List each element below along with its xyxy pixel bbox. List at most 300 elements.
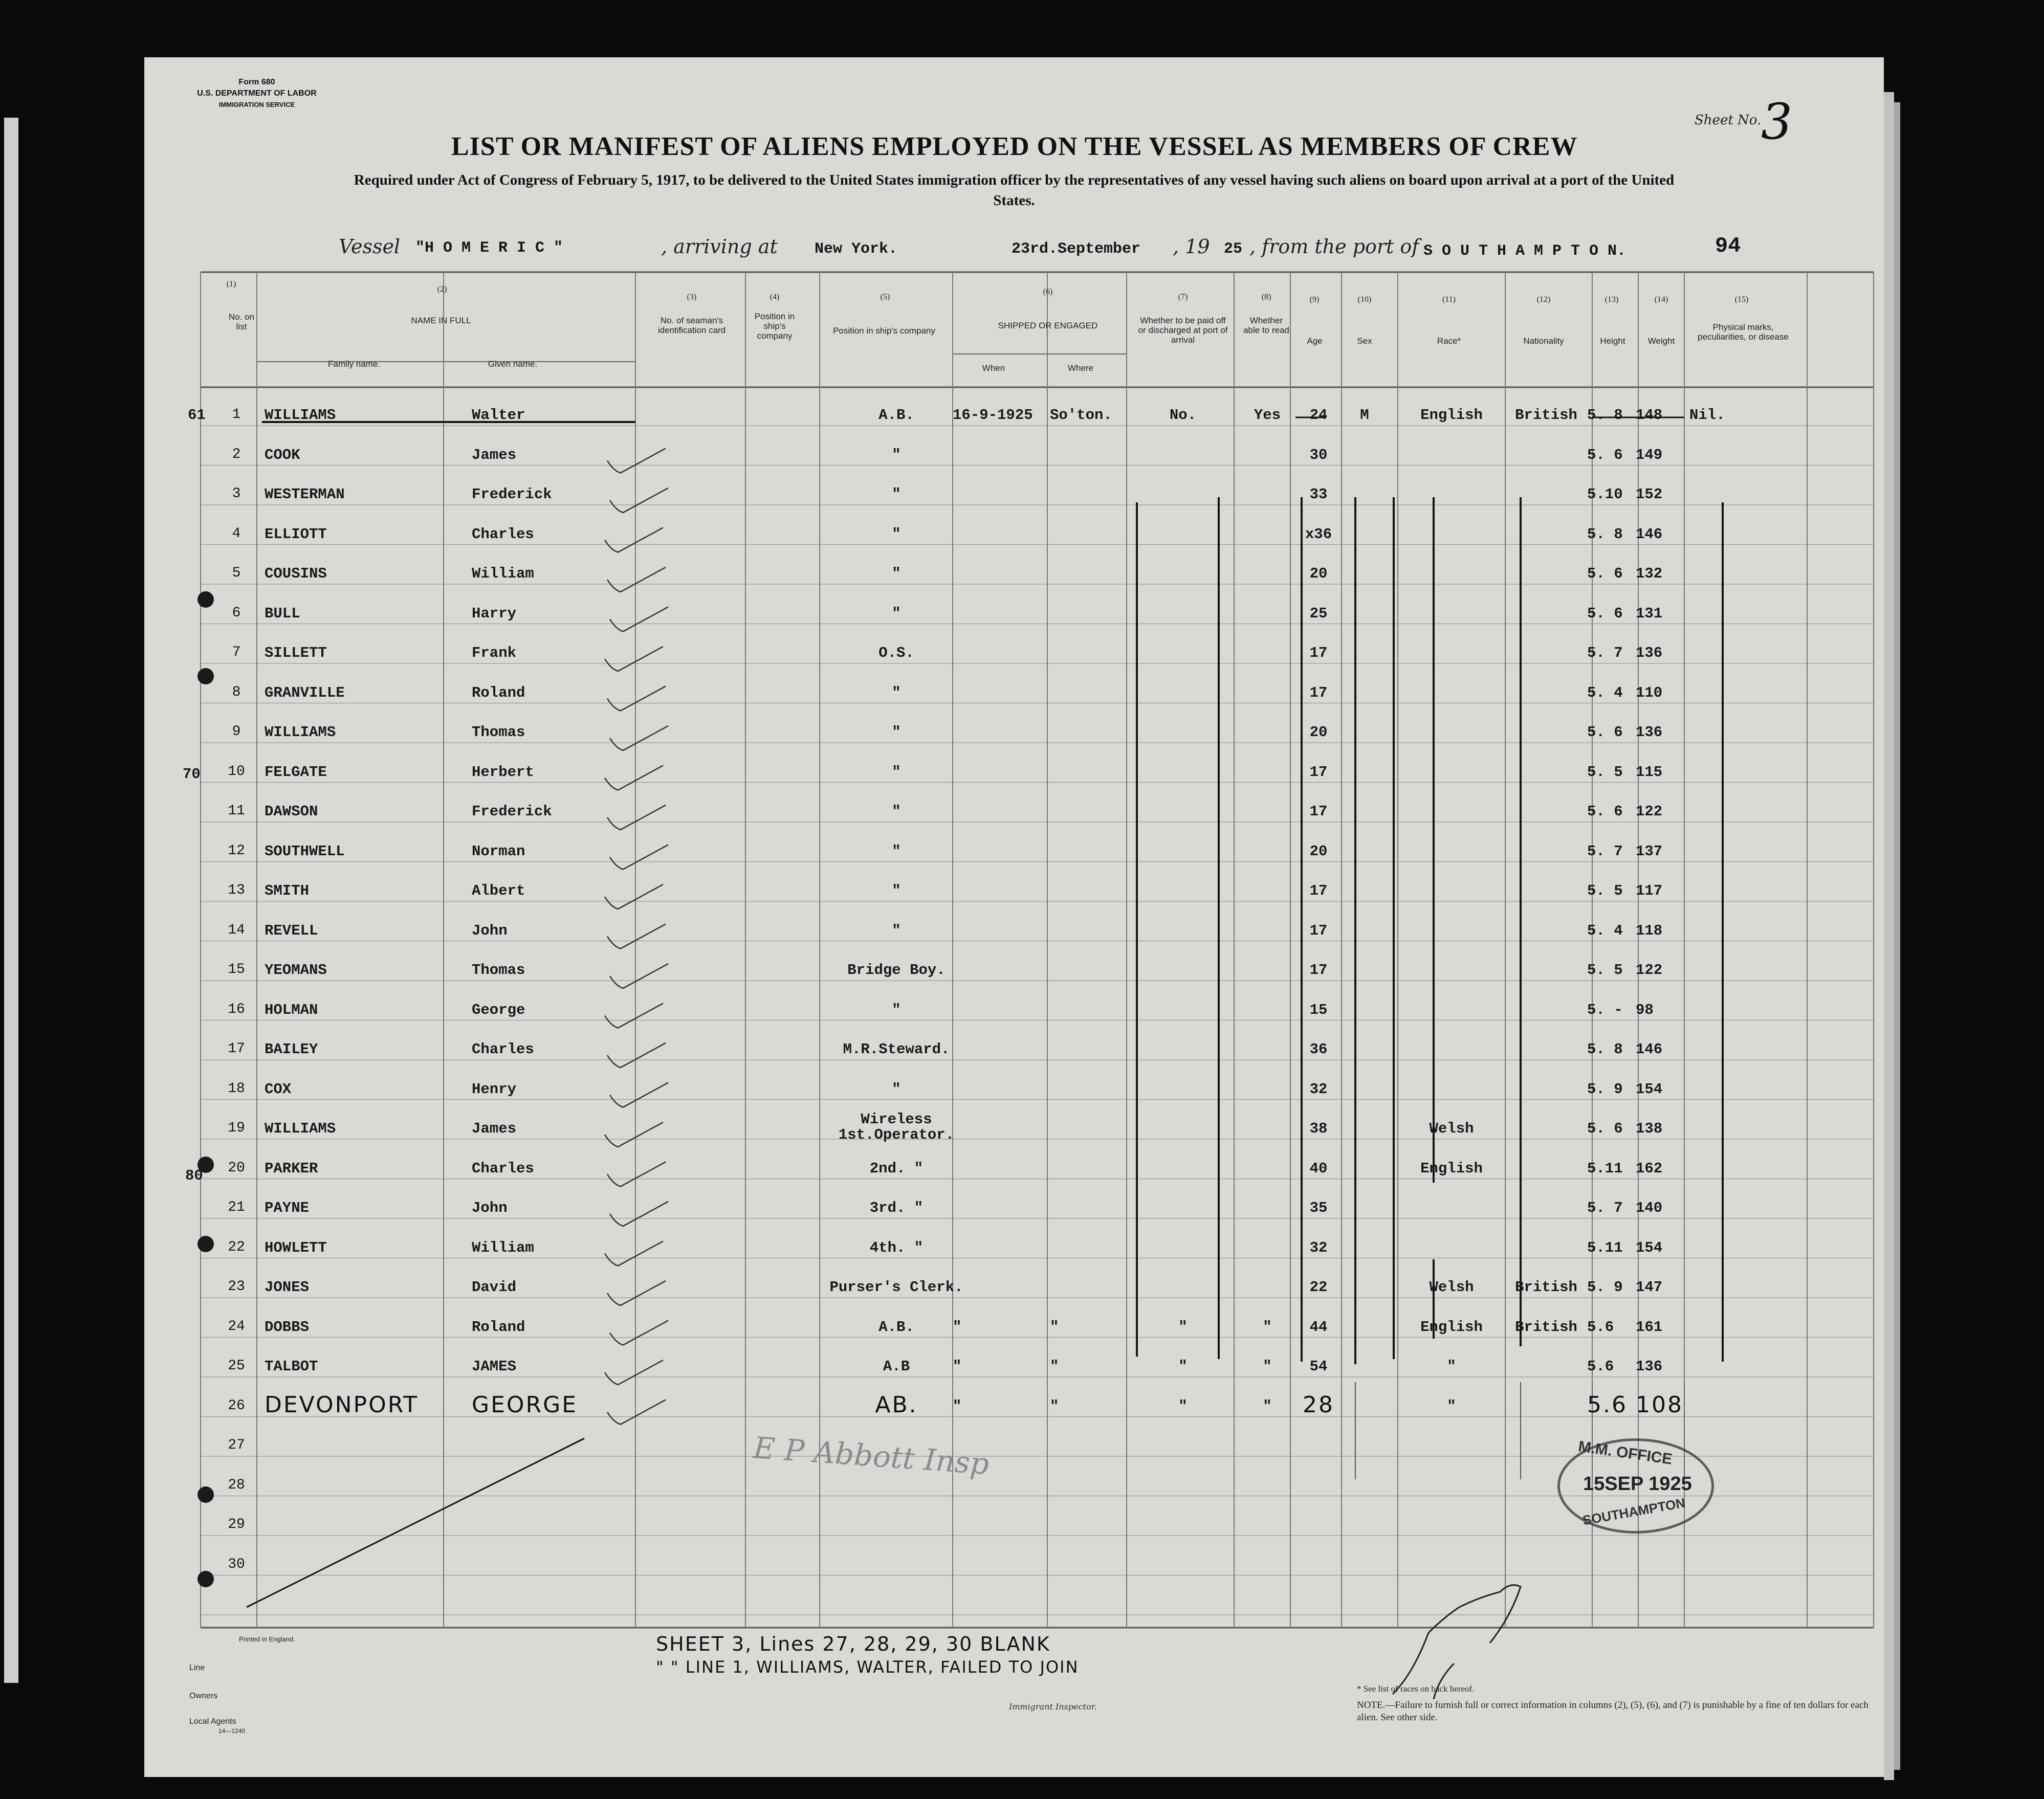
row-age: x36 [1305, 525, 1332, 543]
annotation-failed-to-join: " " LINE 1, WILLIAMS, WALTER, FAILED TO JOIN [656, 1657, 1079, 1677]
row-family: JONES [265, 1279, 310, 1296]
col-hdr-family: Family name. [327, 359, 381, 369]
row-family: ELLIOTT [265, 525, 327, 543]
row-weight: 136 [1636, 645, 1663, 661]
row-family: SILLETT [265, 645, 327, 661]
row-height: 5. 6 [1587, 1120, 1623, 1137]
row-height: 5. 7 [1587, 645, 1623, 661]
checkmark [605, 1122, 663, 1147]
row-nationality: British [1515, 1279, 1577, 1296]
form-block [190, 77, 323, 110]
stamp-date: 15SEP 1925 [1583, 1473, 1692, 1495]
checkmark [610, 1083, 668, 1107]
row-when: " [953, 1397, 962, 1415]
row-no: 20 [228, 1160, 245, 1176]
row-when: " [953, 1358, 962, 1375]
row-family: COUSINS [265, 565, 327, 582]
checkmark [607, 686, 666, 711]
row-position: " [892, 724, 901, 741]
checkmark [607, 567, 666, 592]
row-age: 30 [1309, 446, 1328, 463]
row-given: JAMES [472, 1358, 517, 1375]
row-race: Welsh [1429, 1279, 1474, 1296]
row-family: BAILEY [265, 1041, 318, 1058]
row-position: A.B. [878, 407, 914, 424]
row-position: " [892, 605, 901, 622]
row-given: George [472, 1001, 525, 1018]
row-position: Wireless [861, 1111, 932, 1128]
manifest-page [144, 57, 1884, 1777]
row-weight: 137 [1636, 842, 1663, 860]
row-age: 38 [1309, 1120, 1328, 1137]
row-no: 27 [228, 1437, 245, 1453]
row-where: " [1050, 1397, 1059, 1415]
row-weight: 148 [1636, 407, 1663, 424]
punch-hole [197, 1486, 214, 1503]
checkmark [610, 1202, 668, 1226]
row-where: So'ton. [1050, 407, 1112, 424]
col-num-10: (10) [1357, 295, 1372, 304]
row-position-line2: 1st.Operator. [838, 1126, 955, 1143]
page-title: LIST OR MANIFEST OF ALIENS EMPLOYED ON THE VESSEL AS MEMBERS OF CREW [451, 132, 1578, 161]
row-family: HOLMAN [265, 1001, 318, 1018]
row-height: 5. 6 [1587, 605, 1623, 622]
row-age: 36 [1309, 1041, 1328, 1058]
col-hdr-position: Position in ship's company [833, 326, 935, 336]
row-when: " [953, 1318, 962, 1336]
row-position: " [892, 684, 901, 701]
stamp-city: SOUTHAMPTON [1581, 1495, 1687, 1528]
row-position: " [892, 763, 901, 781]
checkmark [605, 1360, 663, 1385]
row-height: 5. - [1587, 1001, 1623, 1018]
col-hdr-physical: Physical marks, peculiarities, or disease [1698, 322, 1789, 342]
row-given: Walter [472, 407, 525, 424]
row-family: DEVONPORT [265, 1391, 419, 1418]
signature-scrawl [1393, 1585, 1521, 1699]
row-family: HOWLETT [265, 1239, 327, 1256]
row-weight: 136 [1636, 724, 1663, 741]
row-family: DAWSON [265, 803, 318, 820]
row-given: Thomas [472, 724, 525, 741]
col-num-14: (14) [1654, 295, 1668, 304]
row-no: 13 [228, 882, 245, 898]
col-num-13: (13) [1605, 295, 1619, 304]
col-hdr-shipped: SHIPPED OR ENGAGED [998, 321, 1098, 330]
arriving-port: New York. [815, 240, 898, 258]
row-when: 16-9-1925 [953, 407, 1033, 424]
vessel-label: Vessel [339, 235, 401, 258]
punch-hole [197, 668, 214, 684]
row-family: REVELL [265, 922, 318, 939]
checkmark [605, 766, 663, 790]
sheet-number: 3 [1761, 93, 1793, 150]
row-no: 21 [228, 1200, 245, 1215]
row-age: 20 [1309, 724, 1328, 741]
col-hdr-where: Where [1067, 363, 1094, 373]
row-position: " [892, 486, 901, 503]
row-weight: 154 [1636, 1239, 1663, 1256]
row-position: 2nd. " [869, 1160, 924, 1177]
row-height: 5. 7 [1587, 1200, 1623, 1216]
checkmark [607, 1043, 666, 1068]
row-given: GEORGE [472, 1391, 578, 1418]
checkmark [605, 528, 663, 552]
row-no: 12 [228, 842, 245, 859]
row-position: " [892, 565, 901, 582]
row-age: 35 [1309, 1200, 1328, 1216]
row-no: 15 [228, 962, 245, 978]
row-height: 5. 6 [1587, 565, 1623, 582]
row-height: 5.11 [1587, 1160, 1623, 1177]
col-num-7: (7) [1178, 293, 1188, 301]
row-position: Purser's Clerk. [829, 1279, 963, 1296]
row-height: 5. 8 [1587, 1041, 1623, 1058]
row-weight: 117 [1636, 882, 1663, 899]
page-reference: 94 [1715, 234, 1741, 258]
races-note: * See list of races on back hereof. [1357, 1684, 1475, 1694]
col-hdr-sex: Sex [1357, 336, 1372, 346]
col-num-12: (12) [1536, 295, 1551, 304]
checkmark [610, 488, 668, 513]
row-height: 5. 9 [1587, 1080, 1623, 1098]
row-age: 17 [1309, 684, 1328, 701]
penalty-note: NOTE.—Failure to furnish full or correct information in columns (2), (5), (6), and (7) is punishable by a fine of ten dollars for each alien. See other side. [1357, 1700, 1869, 1723]
col-num-6: (6) [1043, 287, 1053, 296]
row-height: 5. 4 [1587, 684, 1623, 701]
row-family: BULL [265, 605, 300, 622]
row-weight: 161 [1636, 1318, 1663, 1336]
row-weight: 146 [1636, 1041, 1663, 1058]
row-weight: 136 [1636, 1358, 1663, 1375]
row-position: " [892, 803, 901, 820]
row-family: COX [265, 1080, 292, 1098]
row-where: " [1050, 1318, 1059, 1336]
row-weight: 132 [1636, 565, 1663, 582]
row-no: 18 [228, 1080, 245, 1097]
row-age: 17 [1309, 882, 1328, 899]
row-position: A.B [883, 1358, 910, 1375]
row-weight: 131 [1636, 605, 1663, 622]
footer-line: Line [189, 1663, 205, 1672]
page-subtitle: Required under Act of Congress of February 5, 1917, to be delivered to the United States immigration officer by the representatives of any vessel having such aliens on board upon arrival at a port of the United States. [354, 172, 1675, 209]
row-age: 17 [1309, 962, 1328, 979]
row-family: SOUTHWELL [265, 842, 345, 860]
row-given: Albert [472, 882, 525, 899]
row-no: 8 [232, 684, 241, 700]
col-num-2: (2) [437, 285, 447, 294]
row-weight: 162 [1636, 1160, 1663, 1177]
col-hdr-read: Whether able to read [1243, 316, 1289, 335]
row-sex: M [1360, 407, 1369, 424]
row-paid: " [1178, 1358, 1188, 1375]
row-read: " [1263, 1358, 1272, 1375]
row-family: PARKER [265, 1160, 318, 1177]
row-no: 26 [228, 1397, 245, 1414]
col-num-3: (3) [687, 293, 697, 301]
row-no: 19 [228, 1120, 245, 1136]
row-height: 5. 8 [1587, 525, 1623, 543]
row-family: COOK [265, 446, 300, 463]
row-family: WILLIAMS [265, 724, 336, 741]
row-height: 5. 5 [1587, 763, 1623, 781]
row-no: 11 [228, 803, 245, 819]
punch-hole [197, 1236, 214, 1252]
row-family: SMITH [265, 882, 310, 899]
row-height: 5. 4 [1587, 922, 1623, 939]
row-no: 29 [228, 1517, 245, 1533]
row-position: " [892, 1080, 901, 1098]
row-race: " [1447, 1358, 1456, 1375]
col-num-5: (5) [880, 293, 890, 301]
row-no: 23 [228, 1279, 245, 1295]
underlying-sheet-edge [1884, 92, 1894, 1780]
row-no: 14 [228, 922, 245, 938]
service: IMMIGRATION SERVICE [218, 101, 295, 108]
department: U.S. DEPARTMENT OF LABOR [197, 89, 317, 98]
row-weight: 140 [1636, 1200, 1663, 1216]
row-read: " [1263, 1397, 1272, 1415]
row-position: M.R.Steward. [843, 1041, 950, 1058]
col-hdr-seaman-card: No. of seaman's identification card [657, 316, 726, 335]
checkmark [610, 607, 668, 632]
row-given: Roland [472, 1318, 525, 1336]
checkmark [607, 924, 666, 949]
col-hdr-name: NAME IN FULL [411, 316, 471, 325]
row-height: 5. 9 [1587, 1279, 1623, 1296]
row-paid: No. [1169, 407, 1197, 424]
row-age: 24 [1309, 407, 1328, 424]
row-no: 2 [232, 446, 241, 462]
punch-hole [197, 1571, 214, 1587]
row-no: 16 [228, 1001, 245, 1017]
row-weight: 98 [1636, 1001, 1654, 1018]
row-no: 24 [228, 1318, 245, 1335]
row-no: 5 [232, 565, 241, 581]
row-position: " [892, 446, 901, 463]
row-position: 3rd. " [869, 1200, 924, 1216]
row-where: " [1050, 1358, 1059, 1375]
row-given: Henry [472, 1080, 517, 1098]
row-height: 5. 5 [1587, 882, 1623, 899]
row-weight: 138 [1636, 1120, 1663, 1137]
row-given: John [472, 922, 508, 939]
col-hdr-age: Age [1307, 336, 1323, 346]
row-given: John [472, 1200, 508, 1216]
blank-rows-cancel-line [247, 1438, 584, 1607]
col-hdr-no: No. on list [228, 312, 255, 331]
row-height: 5.11 [1587, 1239, 1623, 1256]
row-nationality: British [1515, 1318, 1577, 1336]
row-weight: 146 [1636, 525, 1663, 543]
col-num-15: (15) [1734, 295, 1749, 304]
row-position: " [892, 882, 901, 899]
col-num-8: (8) [1261, 293, 1271, 301]
row-position: " [892, 525, 901, 543]
row-no: 1 [232, 407, 241, 423]
row-height: 5.6 [1587, 1358, 1614, 1375]
row-weight: 152 [1636, 486, 1663, 503]
row-given: William [472, 1239, 534, 1256]
row-weight: 147 [1636, 1279, 1663, 1296]
checkmark [605, 647, 663, 671]
row-no: 22 [228, 1239, 245, 1255]
vessel-name: "H O M E R I C " [415, 239, 563, 257]
row-given: James [472, 1120, 517, 1137]
row-family: TALBOT [265, 1358, 318, 1375]
checkmark [605, 1004, 663, 1028]
row-no: 25 [228, 1358, 245, 1374]
row-family: WILLIAMS [265, 1120, 336, 1137]
row-weight: 115 [1636, 763, 1663, 781]
row-no: 10 [228, 763, 245, 780]
col-hdr-weight: Weight [1647, 336, 1675, 346]
row-age: 32 [1309, 1239, 1328, 1256]
row-given: Charles [472, 1160, 534, 1177]
row-family: DOBBS [265, 1318, 310, 1336]
row-age: 20 [1309, 842, 1328, 860]
row-given: Roland [472, 684, 525, 701]
row-age: 17 [1309, 645, 1328, 661]
row-race: Welsh [1429, 1120, 1474, 1137]
row-given: Thomas [472, 962, 525, 979]
row-height: 5.6 [1587, 1318, 1614, 1336]
row-height: 5. 8 [1587, 407, 1623, 424]
row-position: O.S. [878, 645, 914, 661]
printed-in: Printed in England. [239, 1635, 295, 1643]
row-given: Charles [472, 525, 534, 543]
margin-number-61: 61 [188, 407, 206, 424]
row-marks: Nil. [1689, 407, 1725, 424]
row-no: 17 [228, 1041, 245, 1057]
row-given: Charles [472, 1041, 534, 1058]
row-height: 5. 6 [1587, 446, 1623, 463]
checkmark [605, 884, 663, 909]
row-given: David [472, 1279, 517, 1296]
row-paid: " [1178, 1318, 1188, 1336]
row-race: English [1420, 1318, 1483, 1336]
row-position: Bridge Boy. [847, 962, 946, 979]
row-age: 17 [1309, 922, 1328, 939]
row-given: Norman [472, 842, 525, 860]
row-given: Frederick [472, 486, 552, 503]
checkmark [610, 845, 668, 870]
row-position: " [892, 842, 901, 860]
immigrant-inspector-label: Immigrant Inspector. [1009, 1702, 1097, 1712]
row-height: 5. 6 [1587, 803, 1623, 820]
row-age: 44 [1309, 1318, 1328, 1336]
row-family: WESTERMAN [265, 486, 345, 503]
checkmark [610, 964, 668, 988]
col-hdr-when: When [982, 363, 1005, 373]
row-weight: 122 [1636, 803, 1663, 820]
row-given: Herbert [472, 763, 534, 781]
row-read: " [1263, 1318, 1272, 1336]
row-age: 17 [1309, 763, 1328, 781]
margin-number-80: 80 [185, 1167, 203, 1184]
row-weight: 149 [1636, 446, 1663, 463]
row-weight: 108 [1636, 1391, 1683, 1418]
col-hdr-paid-off: Whether to be paid off or discharged at port of arrival [1138, 316, 1228, 345]
footer-owners: Owners [189, 1692, 218, 1700]
checkmark [610, 726, 668, 750]
form-number: Form 680 [238, 78, 275, 86]
row-race: English [1420, 407, 1483, 424]
row-age: 33 [1309, 486, 1328, 503]
row-height: 5.10 [1587, 486, 1623, 503]
inspector-scrawl: E P Abbott Insp [752, 1430, 991, 1482]
row-given: Harry [472, 605, 517, 622]
sheet-label: Sheet No. [1695, 113, 1762, 128]
row-age: 54 [1309, 1358, 1328, 1375]
row-nationality: British [1515, 407, 1577, 424]
row-family: YEOMANS [265, 962, 327, 979]
row-no: 6 [232, 605, 241, 621]
stamp-office: M.M. OFFICE [1577, 1438, 1674, 1468]
row-age: 25 [1309, 605, 1328, 622]
row-age: 32 [1309, 1080, 1328, 1098]
footer-agents: Local Agents [189, 1717, 236, 1726]
row-read: Yes [1254, 407, 1281, 424]
margin-number-70: 70 [183, 766, 201, 783]
row-position: " [892, 922, 901, 939]
office-stamp [1557, 1438, 1711, 1530]
checkmark [607, 449, 666, 473]
row-age: 20 [1309, 565, 1328, 582]
row-position: AB. [875, 1391, 918, 1418]
row-given: James [472, 446, 517, 463]
row-age: 40 [1309, 1160, 1328, 1177]
row-height: 5. 5 [1587, 962, 1623, 979]
scan-left-strip [4, 118, 18, 1683]
row-height: 5. 7 [1587, 842, 1623, 860]
row-weight: 154 [1636, 1080, 1663, 1098]
row-height: 5.6 [1587, 1391, 1628, 1418]
from-label: , from the port of [1249, 235, 1419, 258]
row-family: WILLIAMS [265, 407, 336, 424]
row-age: 15 [1309, 1001, 1328, 1018]
annotation-blank-lines: SHEET 3, Lines 27, 28, 29, 30 BLANK [656, 1633, 1050, 1655]
row-given: Frederick [472, 803, 552, 820]
col-hdr-race: Race* [1437, 336, 1461, 346]
row-race: " [1447, 1397, 1456, 1415]
checkmark [610, 1321, 668, 1345]
row-age: 17 [1309, 803, 1328, 820]
punch-hole [197, 591, 214, 608]
row-height: 5. 6 [1587, 724, 1623, 741]
row-paid: " [1178, 1397, 1188, 1415]
row-position: 4th. " [869, 1239, 924, 1256]
row-no: 3 [232, 486, 241, 502]
underlying-sheet-edge-2 [1894, 102, 1900, 1770]
arrival-date: 23rd.September [1012, 240, 1141, 258]
checkmark [607, 805, 666, 830]
col-num-1: (1) [226, 280, 236, 288]
row-no: 30 [228, 1556, 245, 1572]
col-hdr-service: Position in ship's company [754, 312, 795, 341]
row-no: 9 [232, 724, 241, 740]
row-weight: 118 [1636, 922, 1663, 939]
row-given: William [472, 565, 534, 582]
row-age: 28 [1303, 1391, 1334, 1418]
checkmark [607, 1281, 666, 1305]
row-weight: 122 [1636, 962, 1663, 979]
year-prefix: , 19 [1173, 235, 1210, 258]
arriving-label: , arriving at [661, 235, 778, 258]
row-no: 28 [228, 1477, 245, 1493]
year-suffix: 25 [1224, 240, 1243, 258]
col-num-11: (11) [1442, 295, 1456, 304]
